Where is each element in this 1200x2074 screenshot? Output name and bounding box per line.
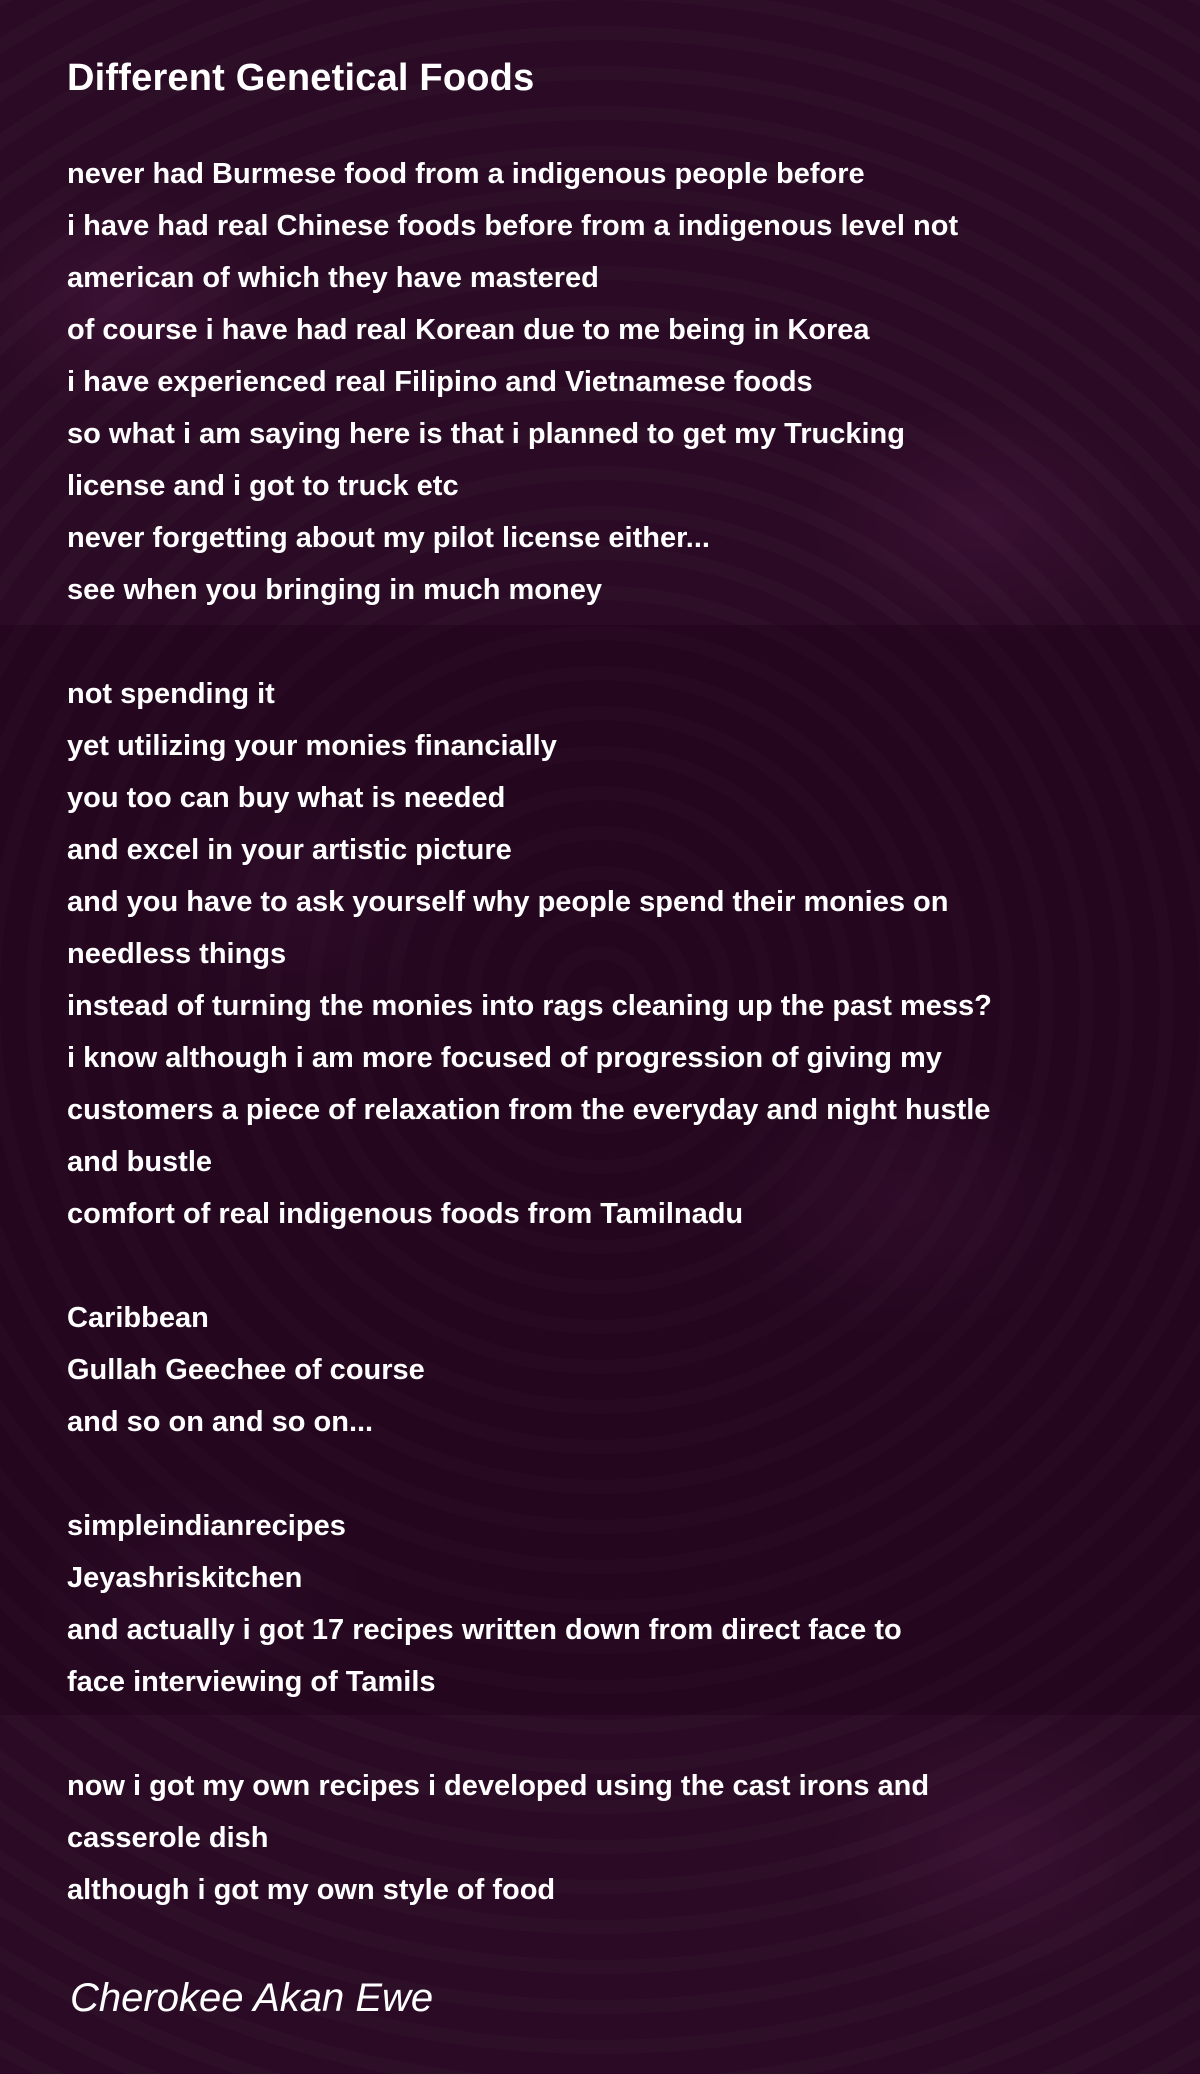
poem-line: instead of turning the monies into rags cleaning up the past mess? xyxy=(67,990,992,1022)
poem-body xyxy=(67,148,1167,1916)
poem-line: needless things xyxy=(67,938,287,970)
poem-line: and bustle xyxy=(67,1146,213,1178)
poem-line: i know although i am more focused of progression of giving my xyxy=(67,1042,942,1074)
poem-line: Caribbean xyxy=(67,1302,209,1334)
poem-line: you too can buy what is needed xyxy=(67,782,506,814)
poem-line: face interviewing of Tamils xyxy=(67,1666,436,1698)
poem-line: simpleindianrecipes xyxy=(67,1510,346,1542)
poem-line: now i got my own recipes i developed using the cast irons and xyxy=(67,1770,930,1802)
poem-container xyxy=(67,50,1167,1968)
poem-line: and you have to ask yourself why people spend their monies on xyxy=(67,886,949,918)
poem-line: and excel in your artistic picture xyxy=(67,834,512,866)
poem-line: see when you bringing in much money xyxy=(67,574,602,606)
poem-stanza xyxy=(67,668,1167,1240)
poem-line: never had Burmese food from a indigenous people before xyxy=(67,158,865,190)
poem-line: although i got my own style of food xyxy=(67,1874,556,1906)
poem-line: i have had real Chinese foods before from a indigenous level not xyxy=(67,210,959,242)
poem-line: yet utilizing your monies financially xyxy=(67,730,557,762)
poem-line: casserole dish xyxy=(67,1822,269,1854)
poem-line: and actually i got 17 recipes written down from direct face to xyxy=(67,1614,902,1646)
poem-line: never forgetting about my pilot license either... xyxy=(67,522,710,554)
poem-line: and so on and so on... xyxy=(67,1406,374,1438)
poem-line: of course i have had real Korean due to me being in Korea xyxy=(67,314,870,346)
poem-line: license and i got to truck etc xyxy=(67,470,459,502)
poem-line: customers a piece of relaxation from the everyday and night hustle xyxy=(67,1094,991,1126)
poem-author: Cherokee Akan Ewe xyxy=(70,1976,434,2020)
poem-title: Different Genetical Foods xyxy=(67,57,535,99)
poem-stanza xyxy=(67,1760,1167,1916)
poem-stanza xyxy=(67,1500,1167,1708)
poem-stanza xyxy=(67,148,1167,616)
poem-line: i have experienced real Filipino and Vietnamese foods xyxy=(67,366,813,398)
poem-line: american of which they have mastered xyxy=(67,262,599,294)
poem-line: Gullah Geechee of course xyxy=(67,1354,425,1386)
poem-line: not spending it xyxy=(67,678,275,710)
poem-stanza xyxy=(67,1292,1167,1448)
poem-line: so what i am saying here is that i planned to get my Trucking xyxy=(67,418,905,450)
poem-line: Jeyashriskitchen xyxy=(67,1562,303,1594)
poem-line: comfort of real indigenous foods from Tamilnadu xyxy=(67,1198,744,1230)
